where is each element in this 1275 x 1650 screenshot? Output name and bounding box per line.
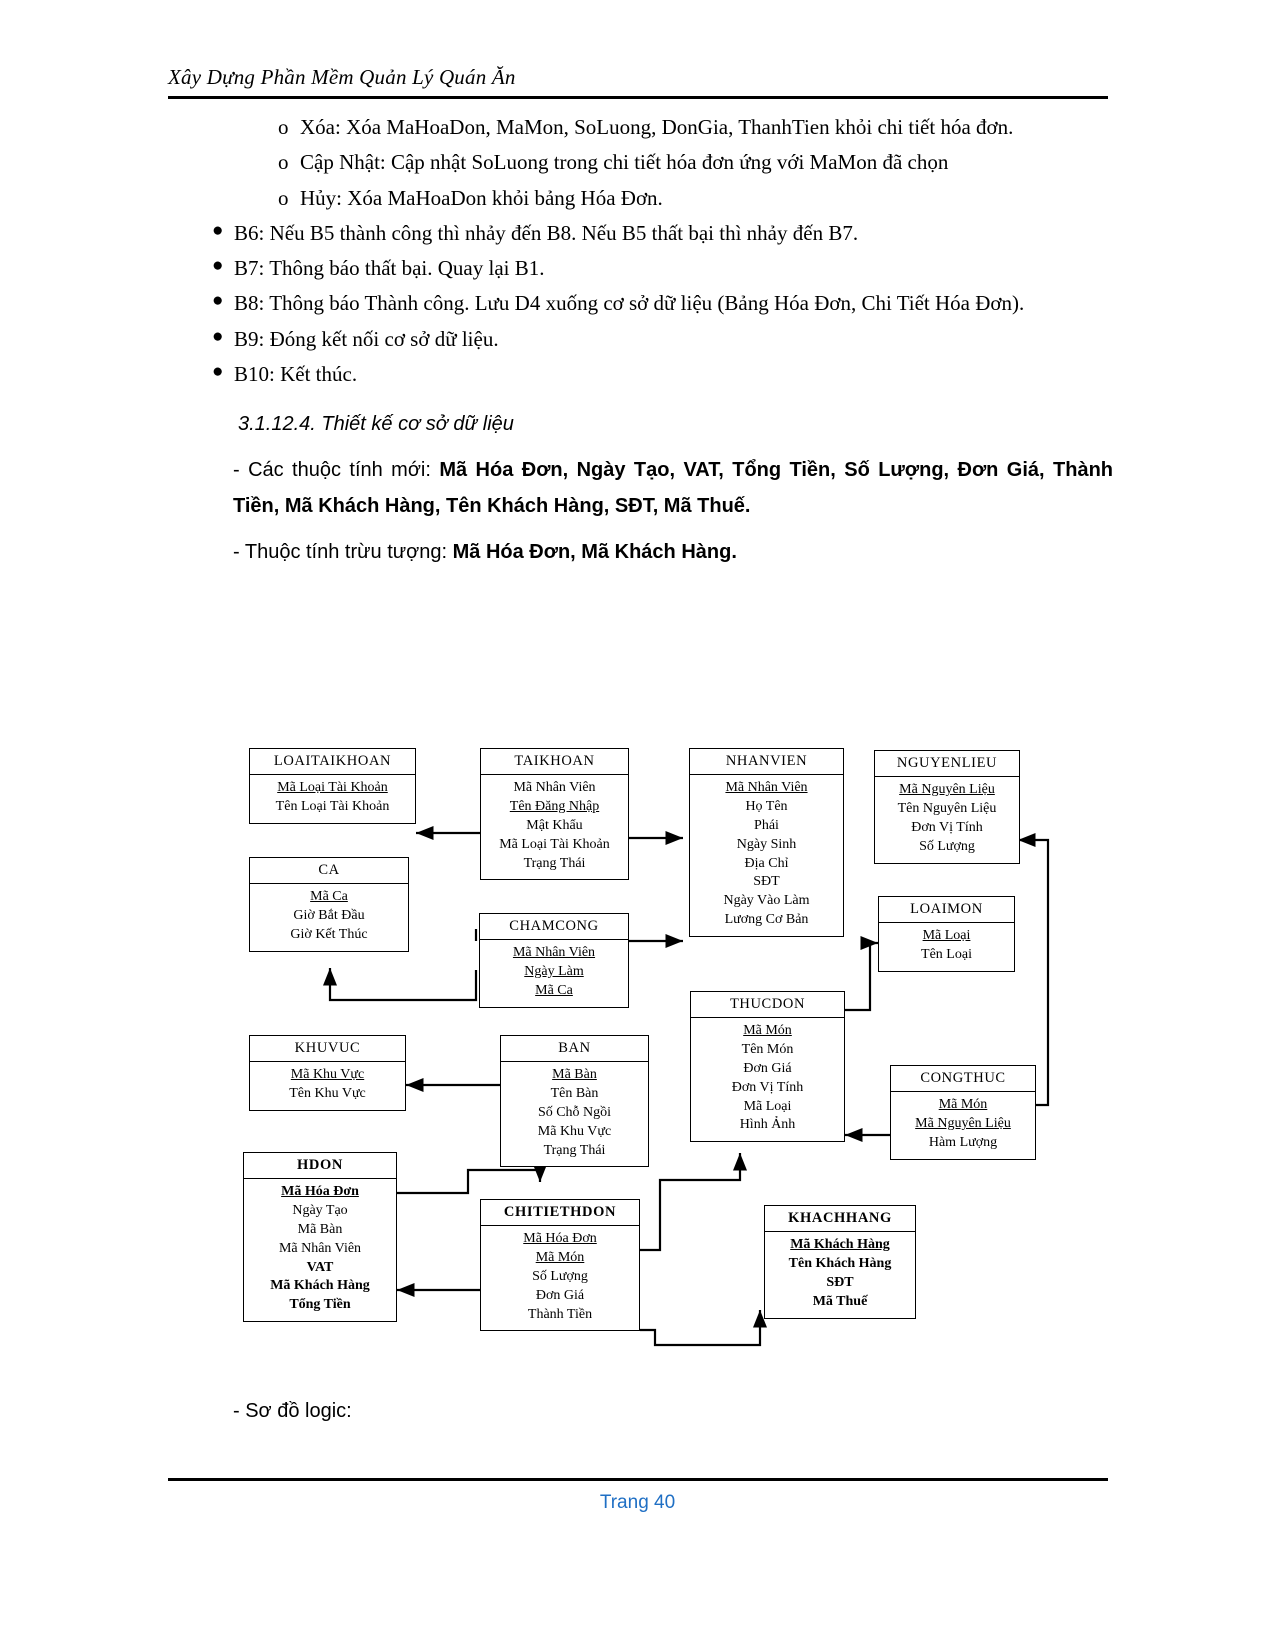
- entity-attribute: Mã Hóa Đơn: [523, 1231, 597, 1246]
- header-divider: [168, 96, 1108, 99]
- sub-item: [278, 181, 1108, 216]
- bullet-text: B9: Đóng kết nối cơ sở dữ liệu.: [234, 326, 499, 351]
- entity-loaimon: [878, 896, 1015, 972]
- bullet-text: B7: Thông báo thất bại. Quay lại B1.: [234, 256, 545, 281]
- sub-item: [278, 110, 1108, 145]
- entity-attribute: Tên Đăng Nhập: [509, 798, 600, 814]
- entity-attribute: Hàm Lượng: [928, 1134, 998, 1150]
- entity-attribute: Mã Loại Tài Khoản: [499, 836, 610, 852]
- bullet-item: [208, 286, 1108, 321]
- entity-attributes: [501, 1062, 648, 1166]
- entity-attribute: Mã Khu Vực: [537, 1123, 612, 1139]
- entity-attributes: [480, 940, 628, 1007]
- entity-attribute: Mã Món: [938, 1097, 988, 1112]
- entity-attribute: Số Lượng: [919, 838, 975, 854]
- entity-attribute: Số Lượng: [532, 1268, 588, 1284]
- entity-attributes: [765, 1232, 915, 1318]
- sub-item-text: Xóa: Xóa MaHoaDon, MaMon, SoLuong, DonGia, ThanhTien khỏi chi tiết hóa đơn.: [300, 115, 1014, 139]
- entity-attribute: Đơn Giá: [743, 1060, 792, 1076]
- entity-attribute: Thành Tiền: [527, 1306, 593, 1322]
- entity-attribute: Tên Nguyên Liệu: [897, 800, 997, 816]
- entity-chitiethdon: [480, 1199, 640, 1331]
- bullet-item: [208, 357, 1108, 392]
- entity-attribute: Mã Nhân Viên: [278, 1240, 362, 1256]
- entity-attribute: Tên Bàn: [550, 1085, 599, 1101]
- page-number: Trang 40: [599, 1492, 676, 1513]
- bullet-marker: ●: [212, 360, 224, 382]
- entity-attribute: Mật Khẩu: [526, 817, 583, 833]
- entity-attribute: Trạng Thái: [523, 855, 586, 871]
- entity-attribute: Giờ Kết Thúc: [290, 926, 368, 942]
- list-marker: o: [278, 150, 289, 175]
- entity-attributes: [250, 775, 415, 823]
- entity-attribute: Đơn Giá: [535, 1287, 585, 1303]
- entity-title: CONGTHUC: [891, 1066, 1035, 1092]
- paragraph-bold: Mã Hóa Đơn, Ngày Tạo, VAT, Tổng Tiền, Số Lượng, Đơn Giá, Thành Tiền, Mã Khách Hàng, Tên Khách Hàng, SĐT, Mã Thuế.: [233, 458, 1114, 517]
- footer-divider: [168, 1478, 1108, 1481]
- entity-attributes: [875, 777, 1019, 863]
- entity-attributes: [691, 1018, 844, 1141]
- bullet-item: [208, 322, 1108, 357]
- entity-attribute: Địa Chỉ: [744, 855, 789, 871]
- entity-congthuc: [890, 1065, 1036, 1160]
- entity-attribute: Ngày Làm: [524, 963, 584, 979]
- entity-title: CHITIETHDON: [481, 1200, 639, 1226]
- entity-attribute: Mã Hóa Đơn: [281, 1184, 359, 1199]
- sub-item-text: Cập Nhật: Cập nhật SoLuong trong chi tiết hóa đơn ứng với MaMon đã chọn: [300, 150, 949, 175]
- entity-khuvuc: [249, 1035, 406, 1111]
- sub-item: [278, 145, 1108, 180]
- entity-attributes: [481, 1226, 639, 1330]
- entity-attribute: Mã Loại: [922, 928, 971, 943]
- paragraph-prefix: - Các thuộc tính mới:: [233, 458, 440, 481]
- entity-ban: [500, 1035, 649, 1167]
- entity-title: LOAIMON: [879, 897, 1014, 923]
- bullet-marker: ●: [212, 325, 224, 347]
- entity-attribute: Mã Nhân Viên: [725, 780, 808, 795]
- entity-thucdon: [690, 991, 845, 1142]
- bullet-item: [208, 216, 1108, 251]
- entity-attributes: [250, 884, 408, 951]
- entity-attribute: VAT: [306, 1259, 334, 1275]
- entity-attribute: Mã Khách Hàng: [790, 1237, 890, 1252]
- bullet-marker: ●: [212, 290, 224, 312]
- entity-attribute: Mã Khách Hàng: [270, 1278, 370, 1294]
- entity-attribute: Mã Món: [743, 1023, 792, 1038]
- bullet-marker: ●: [212, 255, 224, 277]
- entity-attributes: [891, 1092, 1035, 1159]
- paragraph-prefix: - Thuộc tính trừu tượng:: [233, 540, 453, 563]
- entity-attribute: Mã Món: [535, 1249, 585, 1265]
- entity-attribute: SĐT: [753, 874, 780, 890]
- entity-attribute: Số Chỗ Ngồi: [537, 1104, 612, 1120]
- section-heading: 3.1.12.4. Thiết kế cơ sở dữ liệu: [238, 413, 514, 436]
- entity-chamcong: [479, 913, 629, 1008]
- entity-attribute: Mã Loại Tài Khoản: [277, 780, 388, 795]
- entity-title: CA: [250, 858, 408, 884]
- entity-attributes: [690, 775, 843, 936]
- entity-attribute: Trạng Thái: [543, 1142, 606, 1158]
- entity-title: THUCDON: [691, 992, 844, 1018]
- entity-attribute: Tên Khu Vực: [289, 1085, 366, 1101]
- entity-attribute: Mã Thuế: [812, 1293, 868, 1309]
- entity-attribute: Đơn Vị Tính: [911, 819, 983, 835]
- entity-attributes: [879, 923, 1014, 971]
- list-marker: o: [278, 185, 289, 210]
- entity-title: KHACHHANG: [765, 1206, 915, 1232]
- entity-attribute: Mã Bàn: [297, 1221, 343, 1237]
- sub-item-text: Hủy: Xóa MaHoaDon khỏi bảng Hóa Đơn.: [300, 185, 663, 210]
- entity-attribute: Đơn Vị Tính: [731, 1079, 804, 1095]
- entity-title: LOAITAIKHOAN: [250, 749, 415, 775]
- entity-ca: [249, 857, 409, 952]
- entity-attribute: Mã Nguyên Liệu: [899, 782, 995, 797]
- logic-diagram-label: - Sơ đồ logic:: [233, 1400, 352, 1422]
- entity-attribute: Họ Tên: [745, 798, 788, 814]
- bullet-text: B10: Kết thúc.: [234, 361, 358, 386]
- entity-attribute: SĐT: [826, 1274, 854, 1290]
- entity-attribute: Giờ Bắt Đầu: [293, 907, 365, 923]
- entity-title: NHANVIEN: [690, 749, 843, 775]
- bullet-text: B8: Thông báo Thành công. Lưu D4 xuống cơ sở dữ liệu (Bảng Hóa Đơn, Chi Tiết Hóa Đơn).: [234, 291, 1025, 316]
- entity-attribute: Mã Ca: [535, 982, 573, 998]
- entity-attribute: Phái: [754, 817, 779, 833]
- entity-attribute: Hình Ảnh: [739, 1117, 796, 1133]
- entity-attributes: [481, 775, 628, 879]
- header-title: Xây Dựng Phần Mềm Quản Lý Quán Ăn: [168, 65, 516, 89]
- bullet-marker: ●: [212, 219, 224, 241]
- entity-attribute: Ngày Sinh: [736, 836, 797, 852]
- entity-nhanvien: [689, 748, 844, 937]
- entity-title: NGUYENLIEU: [875, 751, 1019, 777]
- entity-attribute: Tên Khách Hàng: [788, 1255, 892, 1271]
- bullet-text: B6: Nếu B5 thành công thì nhảy đến B8. Nếu B5 thất bại thì nhảy đến B7.: [234, 220, 859, 245]
- entity-taikhoan: [480, 748, 629, 880]
- entity-attributes: [244, 1179, 396, 1321]
- list-marker: o: [278, 115, 289, 139]
- entity-attribute: Mã Nhân Viên: [512, 945, 596, 960]
- entity-title: BAN: [501, 1036, 648, 1062]
- entity-attribute: Tổng Tiền: [289, 1297, 351, 1313]
- entity-attribute: Mã Bàn: [552, 1067, 597, 1082]
- entity-khachhang: [764, 1205, 916, 1319]
- bullet-item: [208, 251, 1108, 286]
- entity-title: CHAMCONG: [480, 914, 628, 940]
- entity-attribute: Mã Khu Vực: [290, 1067, 365, 1082]
- paragraph-bold: Mã Hóa Đơn, Mã Khách Hàng.: [452, 540, 737, 563]
- entity-attribute: Mã Loại: [743, 1098, 792, 1114]
- entity-attribute: Ngày Tạo: [292, 1202, 348, 1218]
- entity-attribute: Mã Nguyên Liệu: [915, 1115, 1011, 1131]
- page-header: [168, 65, 1108, 90]
- entity-attribute: Ngày Vào Làm: [723, 893, 810, 909]
- entity-title: KHUVUC: [250, 1036, 405, 1062]
- entity-nguyenlieu: [874, 750, 1020, 864]
- entity-loaitaikhoan: [249, 748, 416, 824]
- entity-attribute: Tên Món: [741, 1041, 794, 1057]
- paragraph-abstract-attributes: [233, 534, 1113, 570]
- entity-title: HDON: [244, 1153, 396, 1179]
- entity-attribute: Mã Ca: [310, 889, 348, 904]
- entity-attributes: [250, 1062, 405, 1110]
- entity-hdon: [243, 1152, 397, 1322]
- entity-attribute: Mã Nhân Viên: [513, 780, 596, 795]
- entity-attribute: Lương Cơ Bản: [724, 912, 809, 928]
- document-body: [168, 110, 1114, 570]
- entity-title: TAIKHOAN: [481, 749, 628, 775]
- entity-attribute: Tên Loại Tài Khoản: [275, 798, 390, 814]
- paragraph-new-attributes: [233, 452, 1113, 524]
- entity-attribute: Tên Loại: [921, 946, 972, 962]
